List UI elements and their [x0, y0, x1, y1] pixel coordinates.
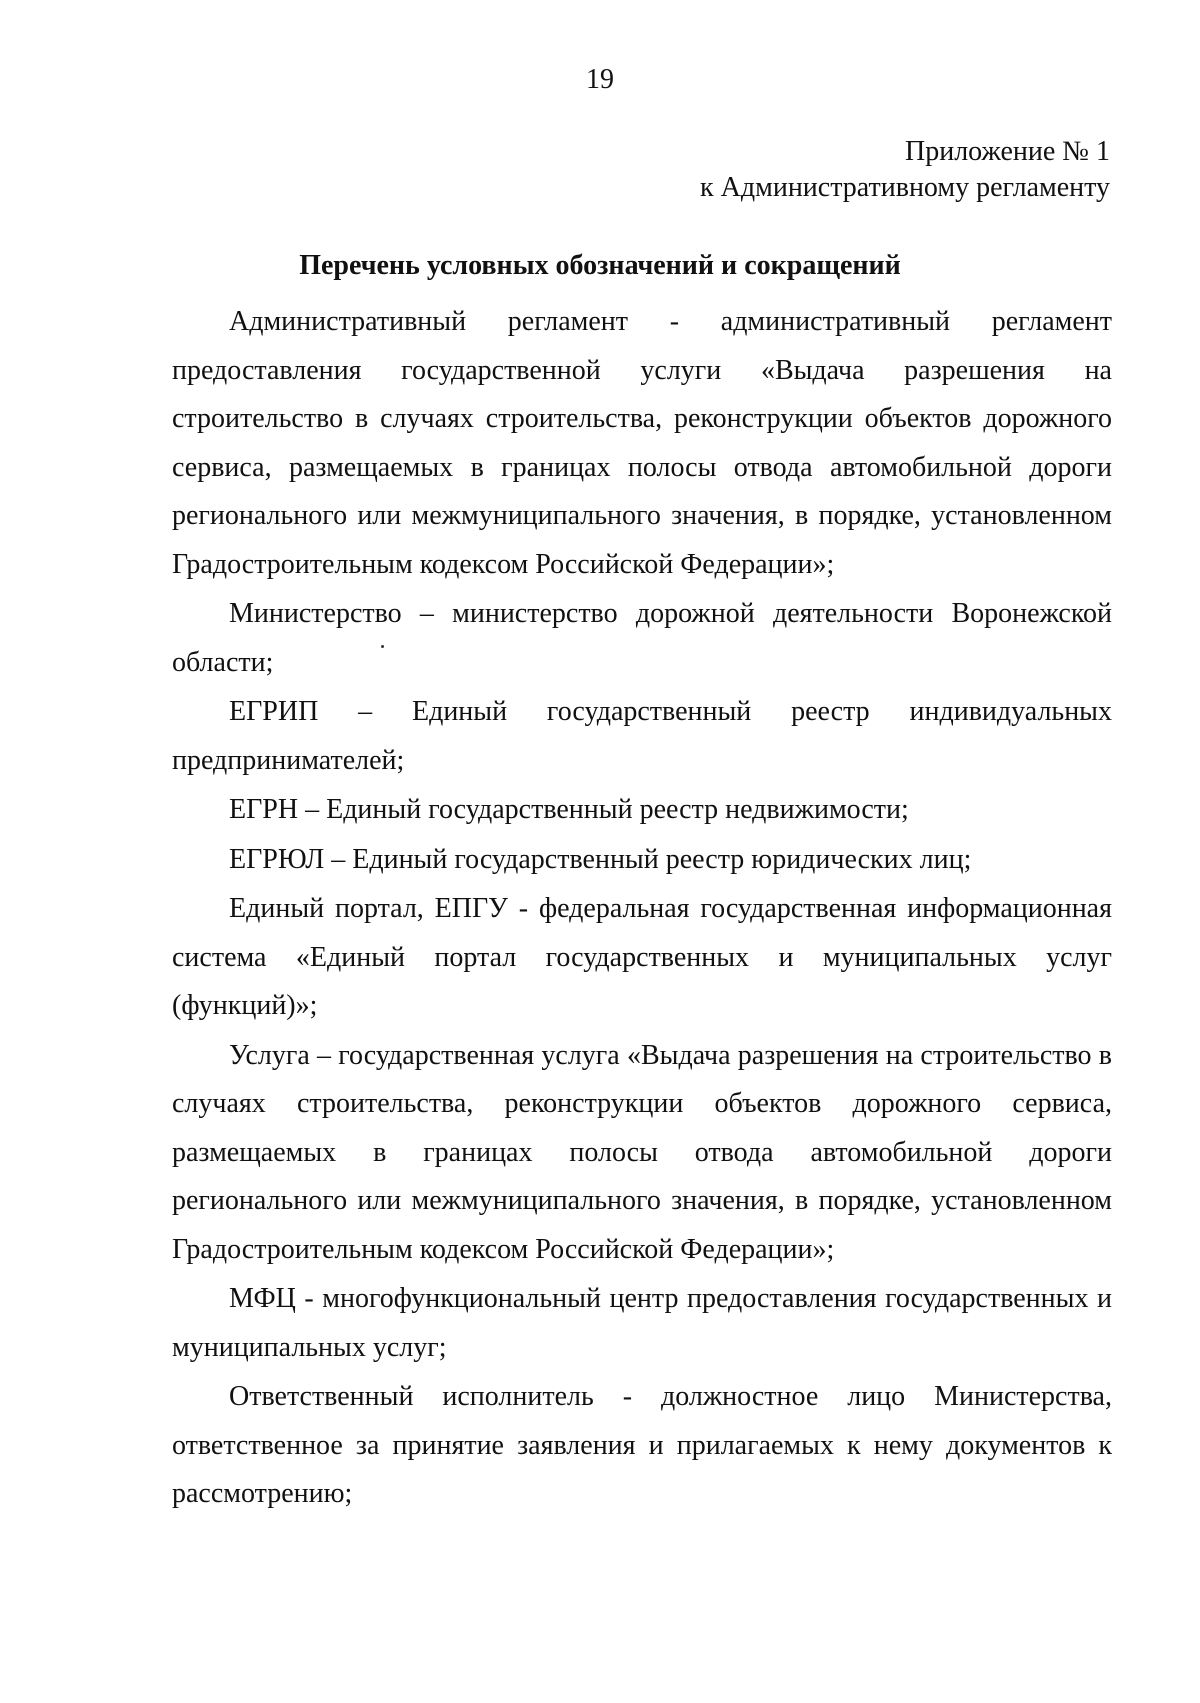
appendix-line-1: Приложение № 1 [905, 136, 1110, 167]
scan-speck [381, 645, 384, 648]
paragraph-egrn: ЕГРН – Единый государственный реестр недвижимости; [229, 794, 909, 825]
paragraph-admin-regulation: Административный регламент - административный регламент предоставления государственной услуги «Выдача разрешения на строительство в случаях строительства, реконструкции объектов дорожного сервиса, размещаемых в границах полосы отвода автомобильной дороги регионального или межмуниципального значения, в порядке, установленном Градостроительным кодексом Российской Федерации»; [172, 306, 1112, 580]
appendix-line-2: к Административному регламенту [700, 172, 1110, 203]
paragraph-ministry: Министерство – министерство дорожной деятельности Воронежской области; [172, 598, 1112, 678]
paragraph-egrip: ЕГРИП – Единый государственный реестр индивидуальных предпринимателей; [172, 696, 1112, 776]
paragraph-mfc: МФЦ - многофункциональный центр предоставления государственных и муниципальных услуг; [172, 1283, 1112, 1363]
appendix-header [700, 134, 1110, 206]
abbreviations-list [172, 298, 1112, 1519]
document-title: Перечень условных обозначений и сокращений [299, 250, 901, 281]
paragraph-egrul: ЕГРЮЛ – Единый государственный реестр юридических лиц; [229, 843, 972, 875]
paragraph-epgu: Единый портал, ЕПГУ - федеральная государственная информационная система «Единый портал государственных и муниципальных услуг (функций)»; [172, 893, 1112, 1021]
paragraph-service: Услуга – государственная услуга «Выдача разрешения на строительство в случаях строительства, реконструкции объектов дорожного сервиса, размещаемых в границах полосы отвода автомобильной дороги регионального или межмуниципального значения, в порядке, установленном Градостроительным кодексом Российской Федерации»; [172, 1039, 1112, 1265]
paragraph-responsible-executor: Ответственный исполнитель - должностное лицо Министерства, ответственное за принятие заявления и прилагаемых к нему документов к рассмотрению; [172, 1381, 1112, 1509]
page-number: 19 [586, 64, 614, 95]
